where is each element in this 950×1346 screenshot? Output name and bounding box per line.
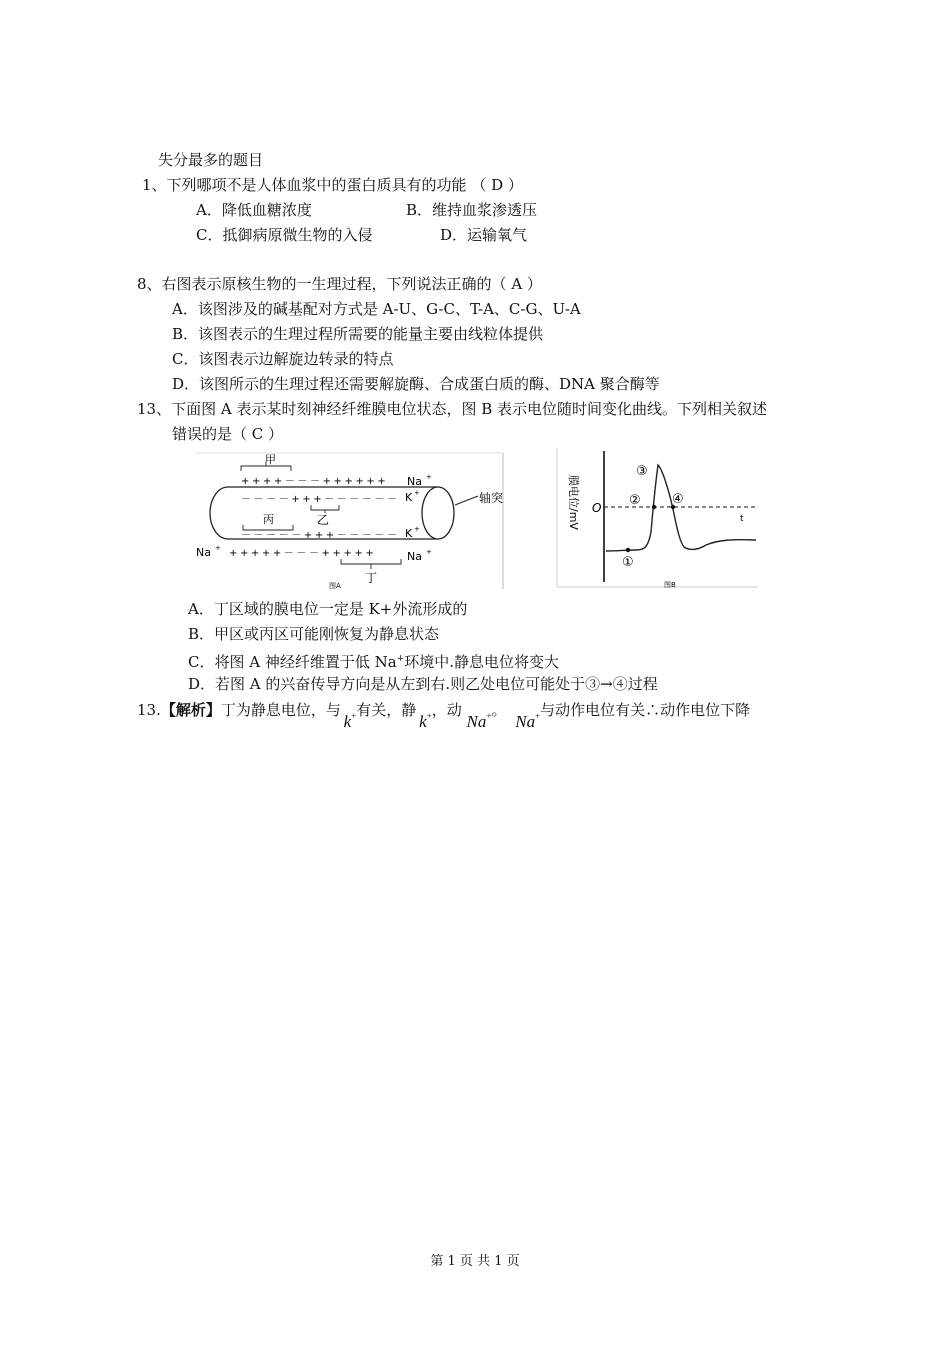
section-heading: 失分最多的题目 [158,151,264,169]
bottom-inner-charges: － － － － － + + + － － － － － [241,530,397,541]
question-8-option-b: B．该图表示的生理过程所需要的能量主要由线粒体提供 [172,325,544,343]
top-k-plus: + [414,489,420,497]
figure-b-label-4: ④ [672,492,684,507]
page-footer: 第 1 页 共 1 页 [430,1254,520,1269]
bottom-right-na-plus: + [426,548,432,556]
top-na-plus: + [426,473,432,481]
question-1-option-d: D．运输氧气 [440,226,528,244]
figure-b-caption: 图B [664,581,676,589]
question-1-option-c: C．抵御病原微生物的入侵 [196,226,373,244]
question-13-option-d: D．若图 A 的兴奋传导方向是从左到右.则乙处电位可能处于③→④过程 [188,675,658,693]
figure-b-point-2 [652,505,656,509]
question-13-option-c-superscript: + [396,654,405,664]
analysis-text-1: 丁为静息电位，与 [220,701,341,719]
figure-b-label-1: ① [622,555,634,570]
figure-b-potential-curve [556,447,760,591]
figure-a-caption: 图A [329,582,341,590]
region-yi-label: 乙 [317,513,330,527]
question-13-option-a: A．丁区域的膜电位一定是 K+外流形成的 [188,600,468,618]
bottom-left-na-label: Na [196,546,211,559]
analysis-text-3: ，动 [431,701,462,719]
region-jia-label: 甲 [265,453,276,466]
top-na-label: Na [407,475,422,488]
question-8-option-d: D．该图所示的生理过程还需要解旋酶、合成蛋白质的酶、DNA 聚合酶等 [172,375,660,393]
bottom-k-label: K [405,527,413,540]
analysis-k-2: k+ [419,711,432,731]
bottom-left-na-plus: + [215,544,221,552]
analysis-prefix: 13. [137,701,161,719]
question-13-option-c-text-1: C．将图 A 神经纤维置于低 Na [188,653,397,671]
figure-b-origin-label: O [592,501,602,515]
figure-b-series-line [606,465,756,551]
analysis-na-2: Na+ [515,711,541,731]
analysis-tag: 【解析】 [160,701,221,719]
figure-b-y-axis-label: 膜电位/mV [567,475,580,530]
question-1-stem: 1、下列哪项不是人体血浆中的蛋白质具有的功能 （ D ） [142,176,523,194]
question-13-stem-cont: 错误的是（ C ） [172,425,284,443]
question-8-option-c: C．该图表示边解旋边转录的特点 [172,350,394,368]
region-bing-label: 丙 [263,513,274,526]
figure-a-axon [193,451,505,591]
analysis-text-4: 。 [491,701,507,719]
bottom-k-plus: + [414,525,420,533]
analysis-text-2: 有关，静 [356,701,417,719]
bottom-outer-charges: + + + + + － － － + + + + + [229,548,374,559]
question-8-stem: 8、右图表示原核生物的一生理过程，下列说法正确的（ A ） [137,275,542,293]
analysis-na-1: Na+ [466,711,492,731]
top-outer-charges: + + + + － － － + + + + + + [241,476,386,487]
figure-b-t-label: t [740,514,744,524]
question-1-option-a: A．降低血糖浓度 [196,201,312,219]
analysis-line [137,700,751,731]
question-8-option-a: A．该图涉及的碱基配对方式是 A-U、G-C、T-A、C-G、U-A [172,300,581,318]
figure-b-label-3: ③ [636,464,648,479]
region-ding-label: 丁 [365,571,378,585]
question-1-option-b: B．维持血浆渗透压 [406,201,538,219]
figure-b-point-1 [626,548,630,552]
axon-label: 轴突 [479,491,504,505]
question-13-option-b: B．甲区或丙区可能刚恢复为静息状态 [188,625,440,643]
top-inner-charges: － － － － + + + － － － － － － [241,494,397,505]
question-13-option-c-text-2: 环境中.静息电位将变大 [404,653,560,671]
question-13-stem: 13、下面图 A 表示某时刻神经纤维膜电位状态，图 B 表示电位随时间变化曲线。下列相关叙述 [137,400,768,418]
figure-b-label-2: ② [629,493,641,508]
analysis-text-5: 与动作电位有关∴动作电位下降 [540,701,751,719]
top-k-label: K [405,491,413,504]
bottom-right-na-label: Na [407,550,422,563]
question-13-option-c [188,649,559,672]
analysis-k-1: k+ [343,711,357,731]
